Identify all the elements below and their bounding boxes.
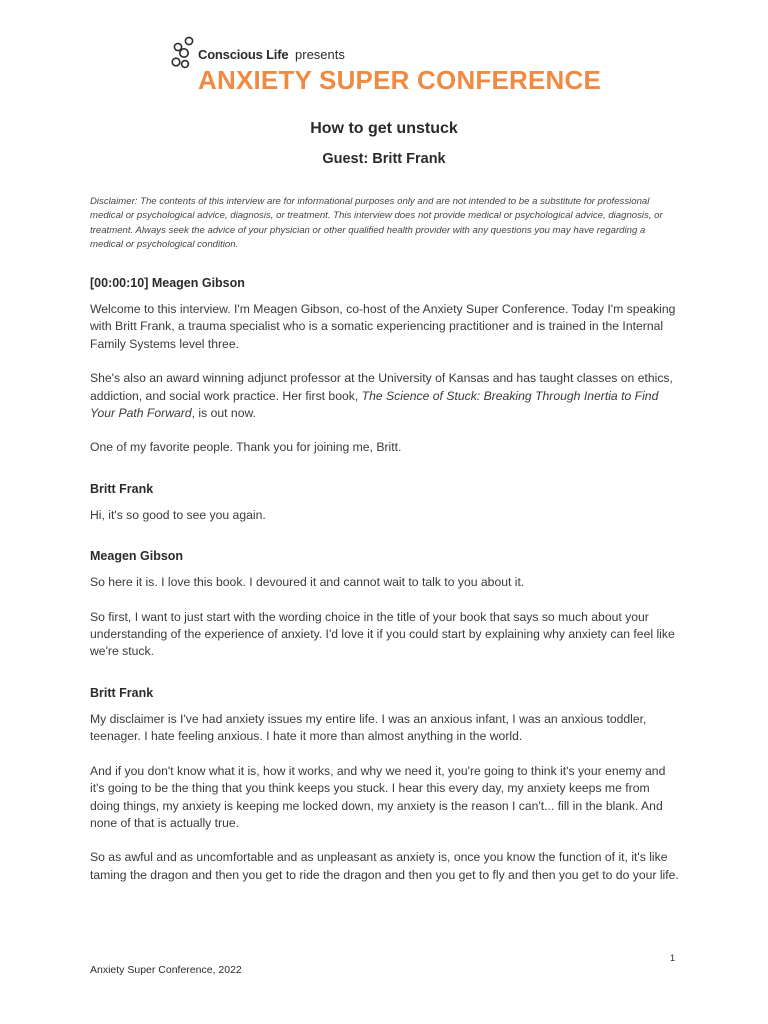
guest-line: Guest: Britt Frank — [322, 151, 446, 167]
transcript-paragraph: Hi, it's so good to see you again. — [90, 507, 266, 522]
speaker-name: Britt Frank — [90, 685, 154, 700]
transcript-paragraph — [90, 370, 680, 422]
brand-name: Conscious Life — [198, 47, 289, 62]
people-circles-icon — [170, 36, 196, 70]
footer-text: Anxiety Super Conference, 2022 — [90, 964, 242, 976]
paragraph-text: , is out now. — [191, 406, 256, 421]
transcript-paragraph: So here it is. I love this book. I devoured it and cannot wait to talk to you about it. — [90, 575, 525, 590]
speaker-name: Britt Frank — [90, 481, 154, 496]
disclaimer: Disclaimer: The contents of this interview are for informational purposes only and are not intended to be a substitute for professional medical or psychological advice, diagnosis, or treatment. This interview does not provide medical or psychological advice, diagnosis, or treatment. Always seek the advice of your physician or other qualified health provider with any questions you may have regarding a medical or psychological condition. — [90, 196, 663, 251]
conference-header — [170, 36, 610, 98]
transcript-paragraph: So as awful and as uncomfortable and as unpleasant as anxiety is, once you know the function of it, it's like taming the dragon and then you get to ride the dragon and then you get to fly and then you get to do your life. — [90, 850, 679, 882]
transcript-paragraph: Welcome to this interview. I'm Meagen Gibson, co-host of the Anxiety Super Conference. Today I'm speaking with Britt Frank, a trauma specialist who is a somatic experiencing practitioner and is trained in the Internal Family Systems level three. — [90, 302, 676, 351]
page-number: 1 — [670, 953, 676, 963]
transcript-paragraph: My disclaimer is I've had anxiety issues my entire life. I was an anxious infant, I was an anxious toddler, teenager. I hate feeling anxious. I hate it more than almost anything in the world. — [90, 711, 647, 744]
transcript — [90, 275, 680, 908]
speaker-name: Meagen Gibson — [90, 549, 184, 564]
paragraph-text: She's also an award winning adjunct professor at the University of Kansas and has taught classes on ethics, addiction, and social work practice. Her first book, — [90, 371, 673, 403]
transcript-paragraph: So first, I want to just start with the wording choice in the title of your book that says so much about your understanding of the experience of anxiety. I'd love it if you could start by explaining why anxiety can feel like we're stuck. — [90, 609, 675, 659]
brand-presents: presents — [295, 47, 345, 62]
transcript-paragraph: And if you don't know what it is, how it works, and why we need it, you're going to think it's your enemy and it's going to be the thing that you think keeps you stuck. I hear this every day, my anxiety keeps me from doing things, my anxiety is keeping me locked down, my anxiety is the reason I can't... fill in the blank. And none of that is actually true. — [90, 763, 666, 830]
conference-title: ANXIETY SUPER CONFERENCE — [198, 65, 602, 95]
document-title: How to get unstuck — [310, 120, 458, 137]
speaker-name: [00:00:10] Meagen Gibson — [90, 276, 245, 290]
brand-line — [198, 47, 345, 62]
transcript-paragraph: One of my favorite people. Thank you for joining me, Britt. — [90, 440, 402, 455]
book-title: The Science of Stuck: Breaking Through Inertia to Find Your Path Forward — [90, 388, 659, 421]
